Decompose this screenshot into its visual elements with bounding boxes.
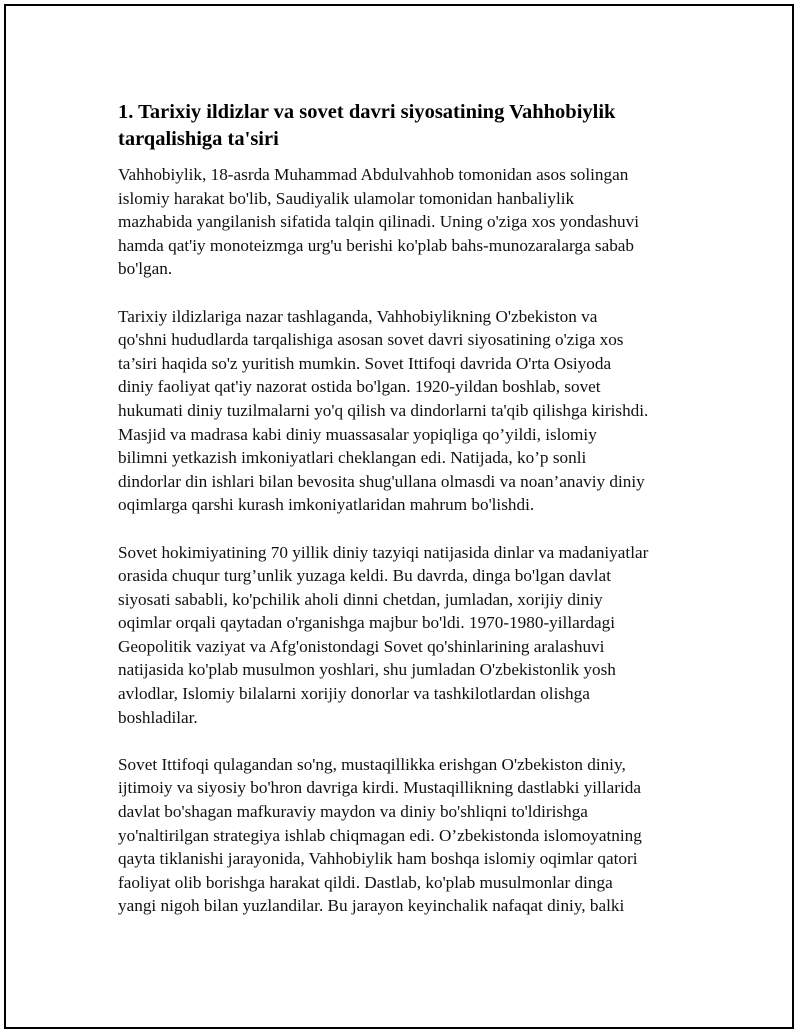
- paragraph-1: Vahhobiylik, 18-asrda Muhammad Abdulvahhob tomonidan asos solingan islomiy harakat bo'lib, Saudiyalik ulamolar tomonidan hanbaliylik mazhabida yangilanish sifatida talqin qilinadi. Uning o'ziga xos yondashuvi hamda qat'iy monoteizmga urg'u berishi ko'plab bahs-munozaralarga sabab bo'lgan.: [118, 165, 640, 279]
- document-body: [118, 99, 718, 942]
- section-heading: 1. Tarixiy ildizlar va sovet davri siyosatining Vahhobiylik tarqalishiga ta'siri: [118, 101, 616, 150]
- paragraph-3: Sovet hokimiyatining 70 yillik diniy tazyiqi natijasida dinlar va madaniyatlar orasida chuqur turg’unlik yuzaga keldi. Bu davrda, dinga bo'lgan davlat siyosati sababli, ko'pchilik aholi dinni chetdan, jumladan, xorijiy diniy oqimlar orqali qaytadan o'rganishga majbur bo'ldi. 1970-1980-yillardagi Geopolitik vaziyat va Afg'onistondagi Sovet qo'shinlarining aralashuvi natijasida ko'plab musulmon yoshlari, shu jumladan O'zbekistonlik yosh avlodlar, Islomiy bilalarni xorijiy donorlar va tashkilotlardan olishga boshladilar.: [118, 542, 649, 727]
- paragraph-4: Sovet Ittifoqi qulagandan so'ng, mustaqillikka erishgan O'zbekiston diniy, ijtimoiy va siyosiy bo'hron davriga kirdi. Mustaqillikning dastlabki yillarida davlat bo'shagan mafkuraviy maydon va diniy bo'shliqni to'ldirishga yo'naltirilgan strategiya ishlab chiqmagan edi. O’zbekistonda islomoyatning qayta tiklanishi jarayonida, Vahhobiylik ham boshqa islomiy oqimlar qatori faoliyat olib borishga harakat qildi. Dastlab, ko'plab musulmonlar dinga yangi nigoh bilan yuzlandilar. Bu jarayon keyinchalik nafaqat diniy, balki: [118, 754, 642, 916]
- paragraph-2: Tarixiy ildizlariga nazar tashlaganda, Vahhobiylikning O'zbekiston va qo'shni hududlarda tarqalishiga asosan sovet davri siyosatining o'ziga xos ta’siri haqida so'z yuritish mumkin. Sovet Ittifoqi davrida O'rta Osiyoda diniy faoliyat qat'iy nazorat ostida bo'lgan. 1920-yildan boshlab, sovet hukumati diniy tuzilmalarni yo'q qilish va dindorlarni ta'qib qilishga kirishdi. Masjid va madrasa kabi diniy muassasalar yopiqliga qo’yildi, islomiy bilimni yetkazish imkoniyatlari cheklangan edi. Natijada, ko’p sonli dindorlar din ishlari bilan bevosita shug'ullana olmasdi va noan’anaviy diniy oqimlarga qarshi kurash imkoniyatlaridan mahrum bo'lishdi.: [118, 306, 649, 515]
- document-page: [4, 4, 794, 1029]
